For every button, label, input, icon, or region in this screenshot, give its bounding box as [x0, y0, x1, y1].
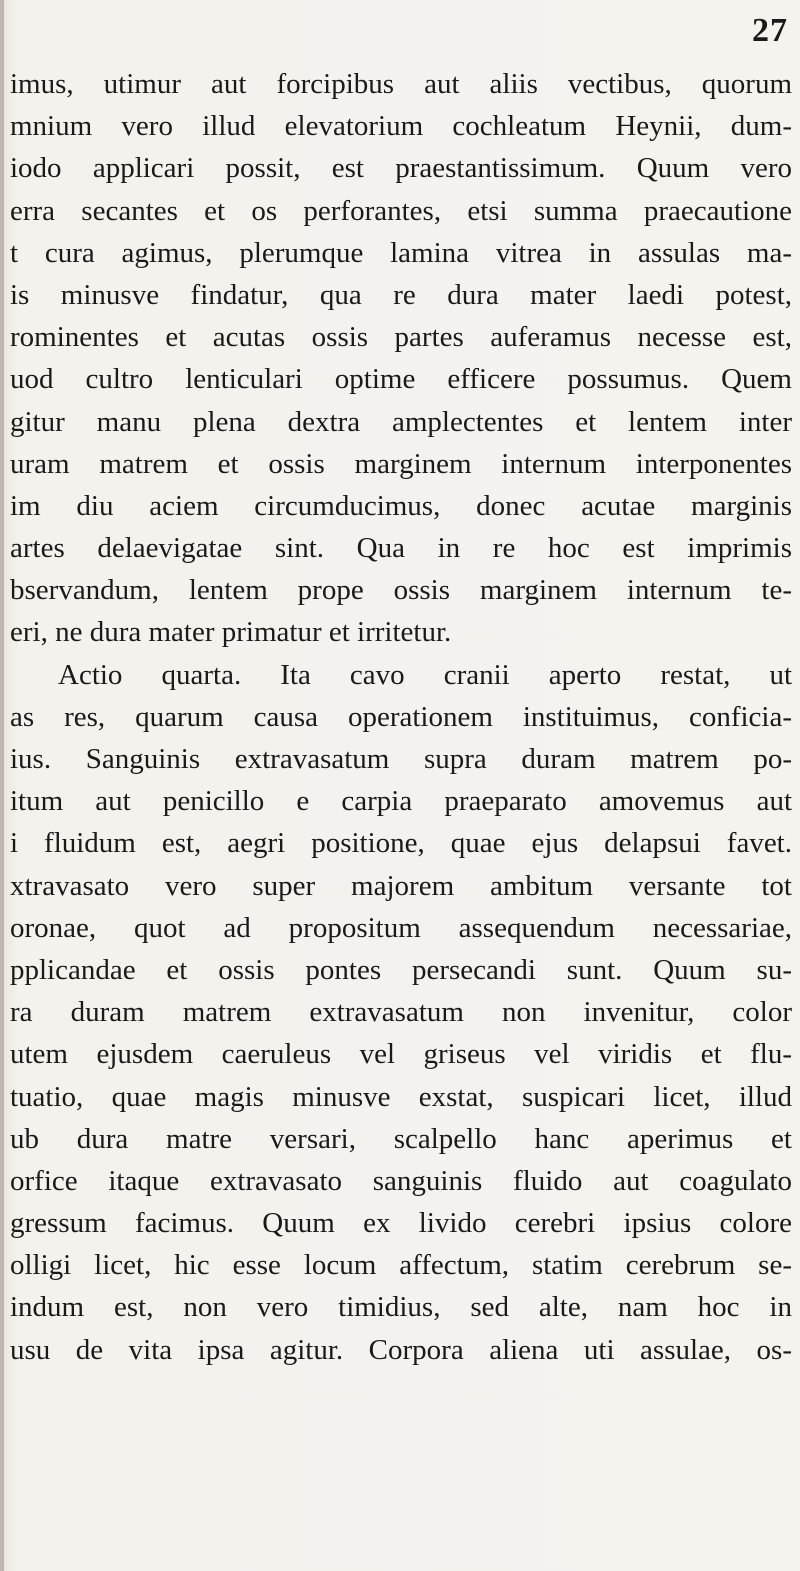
text-line: pplicandae et ossis pontes persecandi sunt. Quum su-: [10, 953, 792, 986]
text-line: rominentes et acutas ossis partes auferamus necesse est,: [10, 321, 792, 354]
text-line: iodo applicari possit, est praestantissimum. Quum vero: [10, 152, 792, 185]
text-line: is minusve findatur, qua re dura mater laedi potest,: [10, 278, 792, 311]
text-line: oronae, quot ad propositum assequendum necessariae,: [10, 911, 792, 944]
text-line: t cura agimus, plerumque lamina vitrea in assulas ma-: [10, 236, 792, 269]
text-line: im diu aciem circumducimus, donec acutae marginis: [10, 489, 792, 522]
text-line: olligi licet, hic esse locum affectum, statim cerebrum se-: [10, 1249, 792, 1282]
text-line: i fluidum est, aegri positione, quae ejus delapsui favet.: [10, 827, 792, 860]
text-line: ub dura matre versari, scalpello hanc aperimus et: [10, 1122, 792, 1155]
text-line: itum aut penicillo e carpia praeparato amovemus aut: [10, 785, 792, 818]
text-line: erra secantes et os perforantes, etsi summa praecautione: [10, 194, 792, 227]
text-line: orfice itaque extravasato sanguinis fluido aut coagulato: [10, 1164, 792, 1197]
text-line: uram matrem et ossis marginem internum interponentes: [10, 447, 792, 480]
text-line: ius. Sanguinis extravasatum supra duram matrem po-: [10, 743, 792, 775]
text-line: artes delaevigatae sint. Qua in re hoc est imprimis: [10, 532, 792, 565]
text-line: ra duram matrem extravasatum non invenitur, color: [10, 996, 792, 1029]
text-line: eri, ne dura mater primatur et irritetur.: [10, 616, 452, 649]
text-line: uod cultro lenticulari optime efficere possumus. Quem: [10, 363, 792, 396]
text-line: tuatio, quae magis minusve exstat, suspicari licet, illud: [10, 1080, 792, 1113]
text-line: gitur manu plena dextra amplectentes et lentem inter: [10, 405, 792, 438]
text-line: usu de vita ipsa agitur. Corpora aliena uti assulae, os-: [10, 1333, 792, 1366]
text-line: as res, quarum causa operationem instituimus, conficia-: [10, 700, 792, 733]
text-line: xtravasato vero super majorem ambitum versante tot: [10, 869, 792, 902]
section-heading-line: Actio quarta. Ita cavo cranii aperto restat, ut: [58, 658, 792, 691]
text-line: indum est, non vero timidius, sed alte, nam hoc in: [10, 1291, 792, 1324]
page-number: 27: [752, 12, 788, 49]
text-line: bservandum, lentem prope ossis marginem internum te-: [10, 574, 792, 607]
text-line: gressum facimus. Quum ex livido cerebri ipsius colore: [10, 1207, 792, 1240]
text-line: utem ejusdem caeruleus vel griseus vel viridis et flu-: [10, 1038, 792, 1071]
text-line: imus, utimur aut forcipibus aut aliis vectibus, quorum: [10, 68, 792, 100]
text-line: mnium vero illud elevatorium cochleatum Heynii, dum-: [10, 110, 792, 143]
body-text: [0, 63, 800, 1371]
